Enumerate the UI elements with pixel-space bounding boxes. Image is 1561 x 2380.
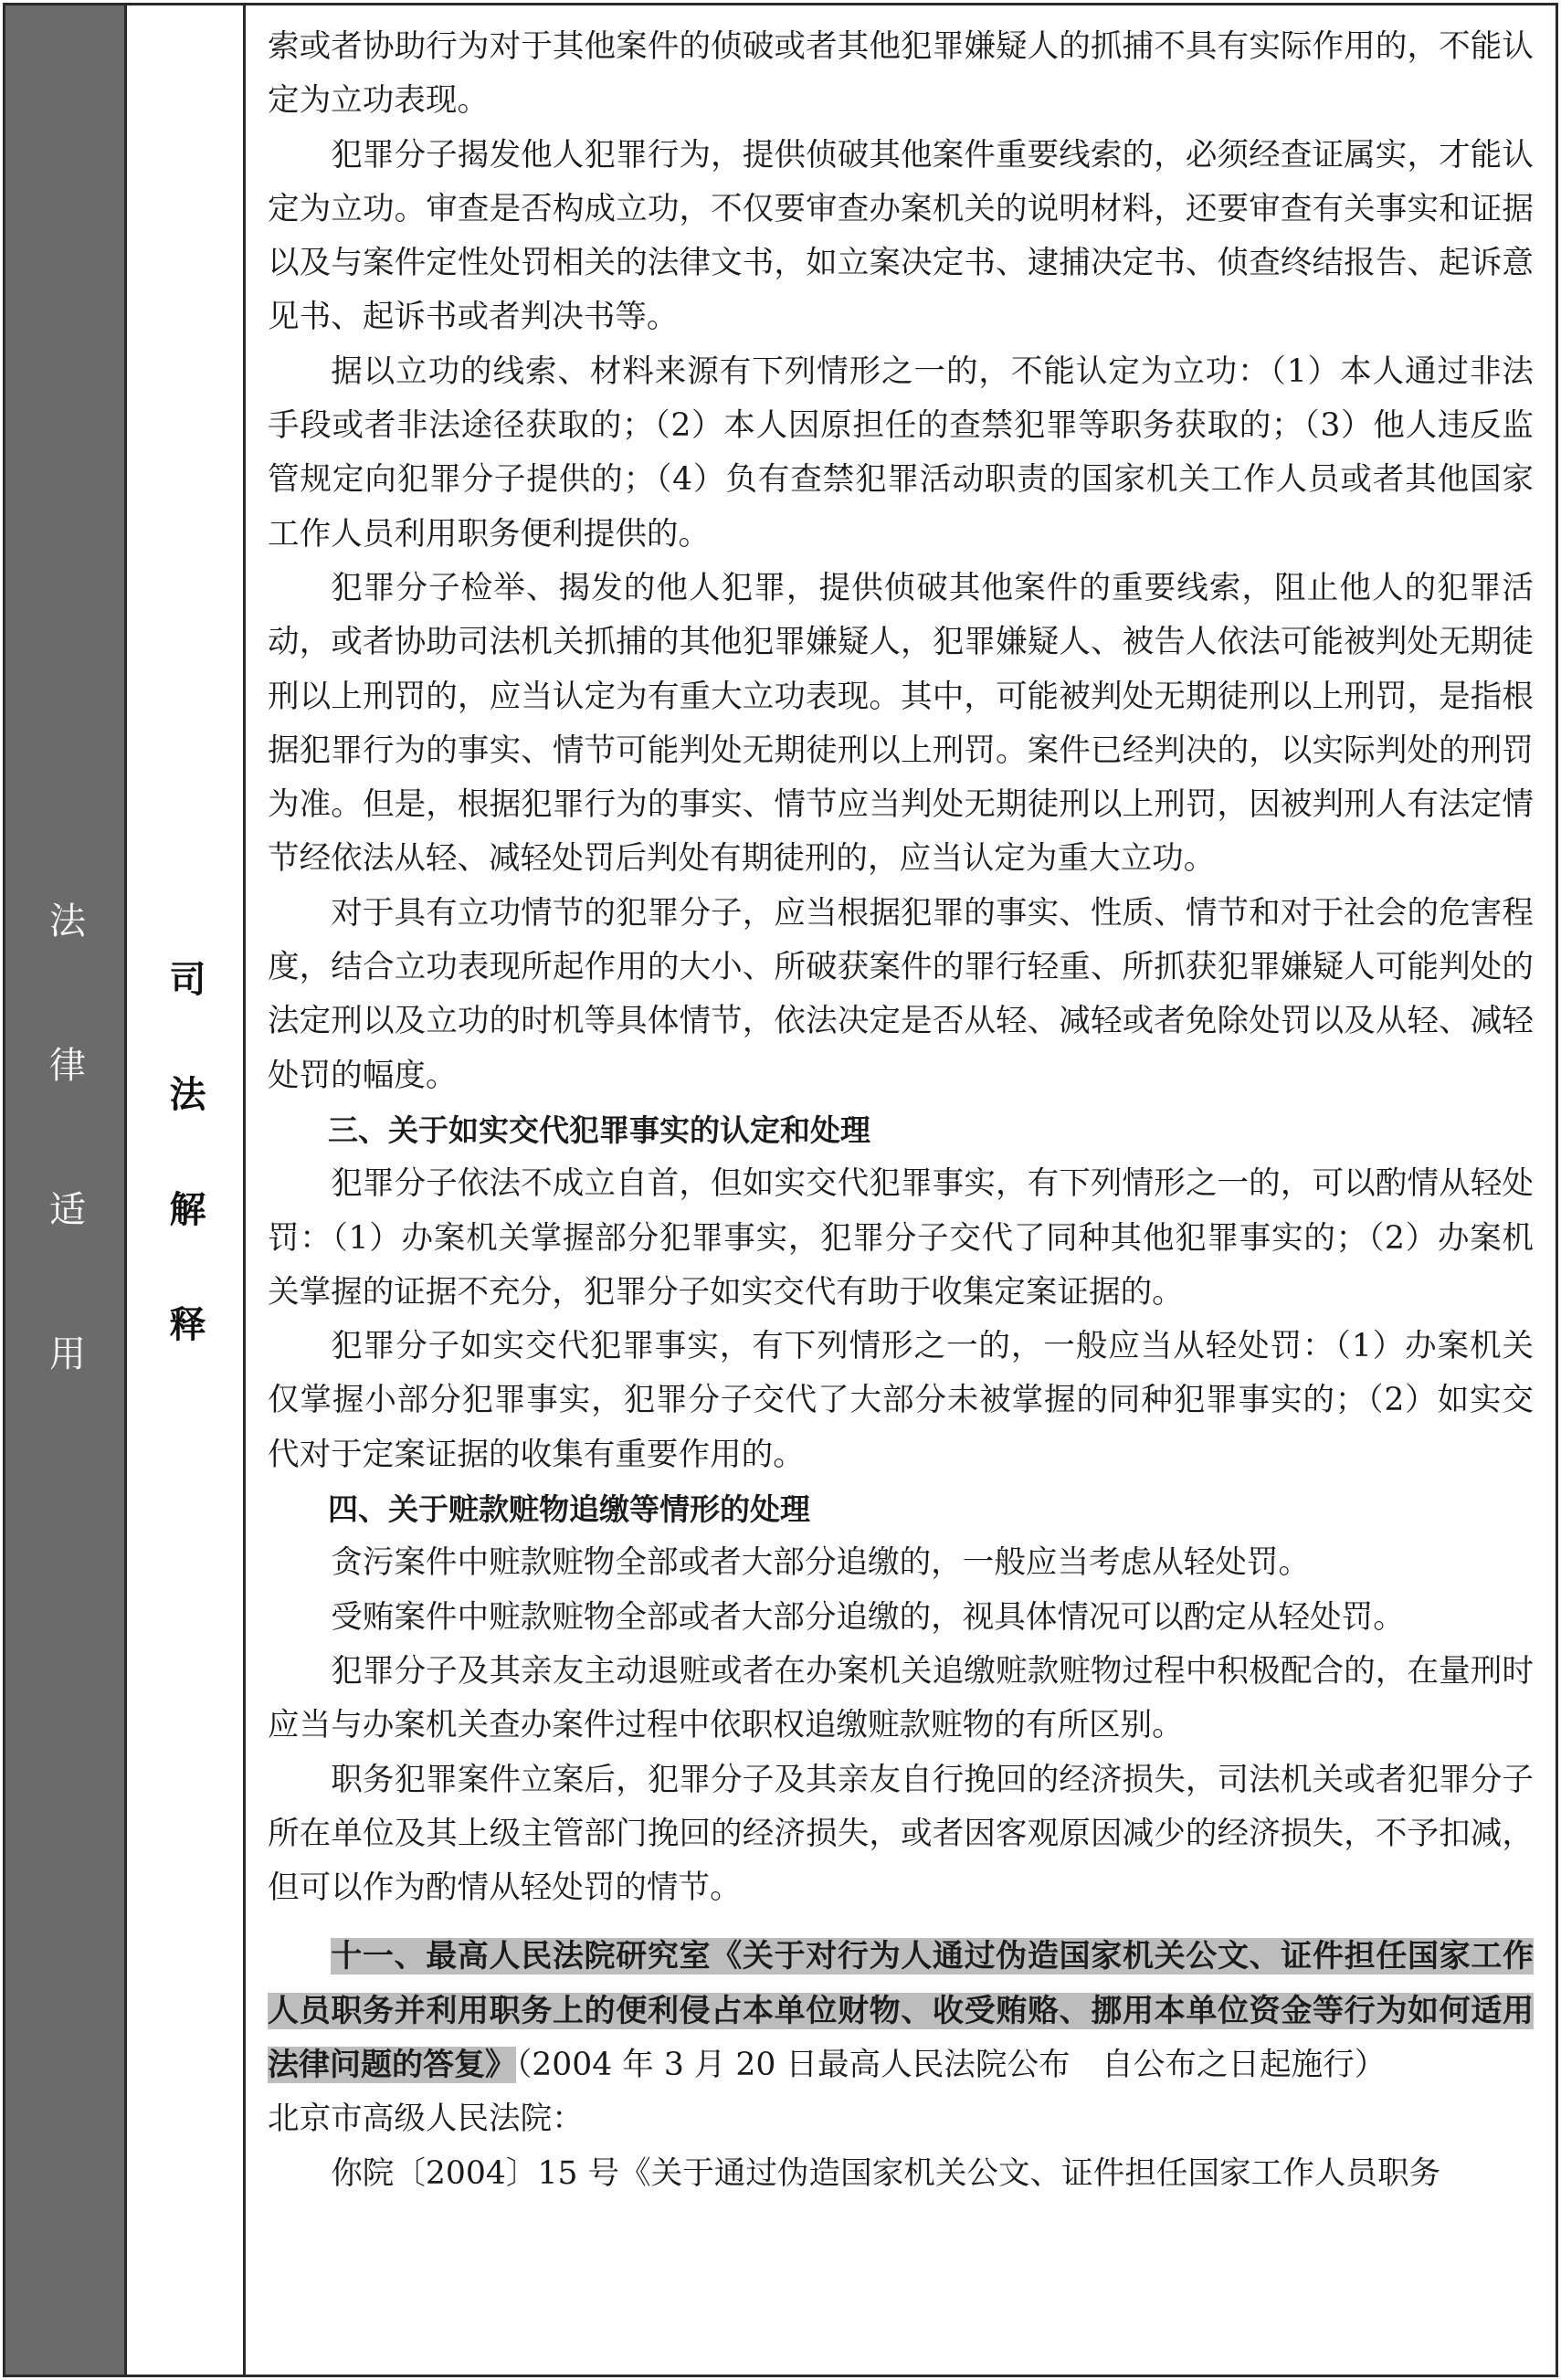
- document-title-paragraph: [268, 1930, 1534, 2092]
- section-heading: 四、关于赃款赃物追缴等情形的处理: [328, 1491, 810, 1528]
- subcategory-column: [127, 5, 246, 2375]
- section-heading: 三、关于如实交代犯罪事实的认定和处理: [328, 1111, 870, 1148]
- paragraph: 犯罪分子揭发他人犯罪行为，提供侦破其他案件重要线索的，必须经查证属实，才能认定为立功。审查是否构成立功，不仅要审查办案机关的说明材料，还要审查有关事实和证据以及与案件定性处罚相关的法律文书，如立案决定书、逮捕决定书、侦查终结报告、起诉意见书、起诉书或者判决书等。: [268, 136, 1534, 336]
- paragraph: 职务犯罪案件立案后，犯罪分子及其亲友自行挽回的经济损失，司法机关或者犯罪分子所在单位及其上级主管部门挽回的经济损失，或者因客观原因减少的经济损失，不予扣减，但可以作为酌情从轻处罚的情节。: [268, 1761, 1534, 1907]
- paragraph: 索或者协助行为对于其他案件的侦破或者其他犯罪嫌疑人的抓捕不具有实际作用的，不能认定为立功表现。: [268, 28, 1534, 120]
- paragraph: 贪污案件中赃款赃物全部或者大部分追缴的，一般应当考虑从轻处罚。: [331, 1544, 1311, 1582]
- publication-note: （2004 年 3 月 20 日最高人民法院公布 自公布之日起施行）: [516, 2046, 1387, 2083]
- document-title-highlight: 十一、最高人民法院研究室《关于对行为人通过伪造国家机关公文、证件担任国家工作人员职务并利用职务上的便利侵占本单位财物、收受贿赂、挪用本单位资金等行为如何适用法律问题的答复》: [268, 1938, 1534, 2083]
- paragraph: 犯罪分子检举、揭发的他人犯罪，提供侦破其他案件的重要线索，阻止他人的犯罪活动，或者协助司法机关抓捕的其他犯罪嫌疑人，犯罪嫌疑人、被告人依法可能被判处无期徒刑以上刑罚的，应当认定为有重大立功表现。其中，可能被判处无期徒刑以上刑罚，是指根据犯罪行为的事实、情节可能判处无期徒刑以上刑罚。案件已经判决的，以实际判处的刑罚为准。但是，根据犯罪行为的事实、情节应当判处无期徒刑以上刑罚，因被判刑人有法定情节经依法从轻、减轻处罚后判处有期徒刑的，应当认定为重大立功。: [268, 569, 1534, 878]
- document-frame: [3, 3, 1558, 2377]
- addressee: 北京市高级人民法院：: [268, 2101, 584, 2138]
- subcategory-label: 司法解释: [163, 960, 206, 1420]
- paragraph: 你院〔2004〕15 号《关于通过伪造国家机关公文、证件担任国家工作人员职务: [331, 2154, 1441, 2192]
- category-column: [5, 5, 127, 2375]
- paragraph: 据以立功的线索、材料来源有下列情形之一的，不能认定为立功：（1）本人通过非法手段或者非法途径获取的；（2）本人因原担任的查禁犯罪等职务获取的；（3）他人违反监管规定向犯罪分子提供的；（4）负有查禁犯罪活动职责的国家机关工作人员或者其他国家工作人员利用职务便利提供的。: [268, 353, 1534, 553]
- paragraph: 犯罪分子依法不成立自首，但如实交代犯罪事实，有下列情形之一的，可以酌情从轻处罚：（1）办案机关掌握部分犯罪事实，犯罪分子交代了同种其他犯罪事实的；（2）办案机关掌握的证据不充分，犯罪分子如实交代有助于收集定案证据的。: [268, 1165, 1534, 1311]
- paragraph: 犯罪分子及其亲友主动退赃或者在办案机关追缴赃款赃物过程中积极配合的，在量刑时应当与办案机关查办案件过程中依职权追缴赃款赃物的有所区别。: [268, 1652, 1534, 1744]
- paragraph: 对于具有立功情节的犯罪分子，应当根据犯罪的事实、性质、情节和对于社会的危害程度，结合立功表现所起作用的大小、所破获案件的罪行轻重、所抓获犯罪嫌疑人可能判处的法定刑以及立功的时机等具体情节，依法决定是否从轻、减轻或者免除处罚以及从轻、减轻处罚的幅度。: [268, 894, 1534, 1094]
- paragraph: 犯罪分子如实交代犯罪事实，有下列情形之一的，一般应当从轻处罚：（1）办案机关仅掌握小部分犯罪事实，犯罪分子交代了大部分未被掌握的同种犯罪事实的；（2）如实交代对于定案证据的收集有重要作用的。: [268, 1328, 1534, 1473]
- spacer: [268, 1915, 1534, 1930]
- category-label: 法律适用: [43, 901, 86, 1479]
- content-area: [246, 5, 1556, 2375]
- paragraph: 受贿案件中赃款赃物全部或者大部分追缴的，视具体情况可以酌定从轻处罚。: [331, 1598, 1405, 1636]
